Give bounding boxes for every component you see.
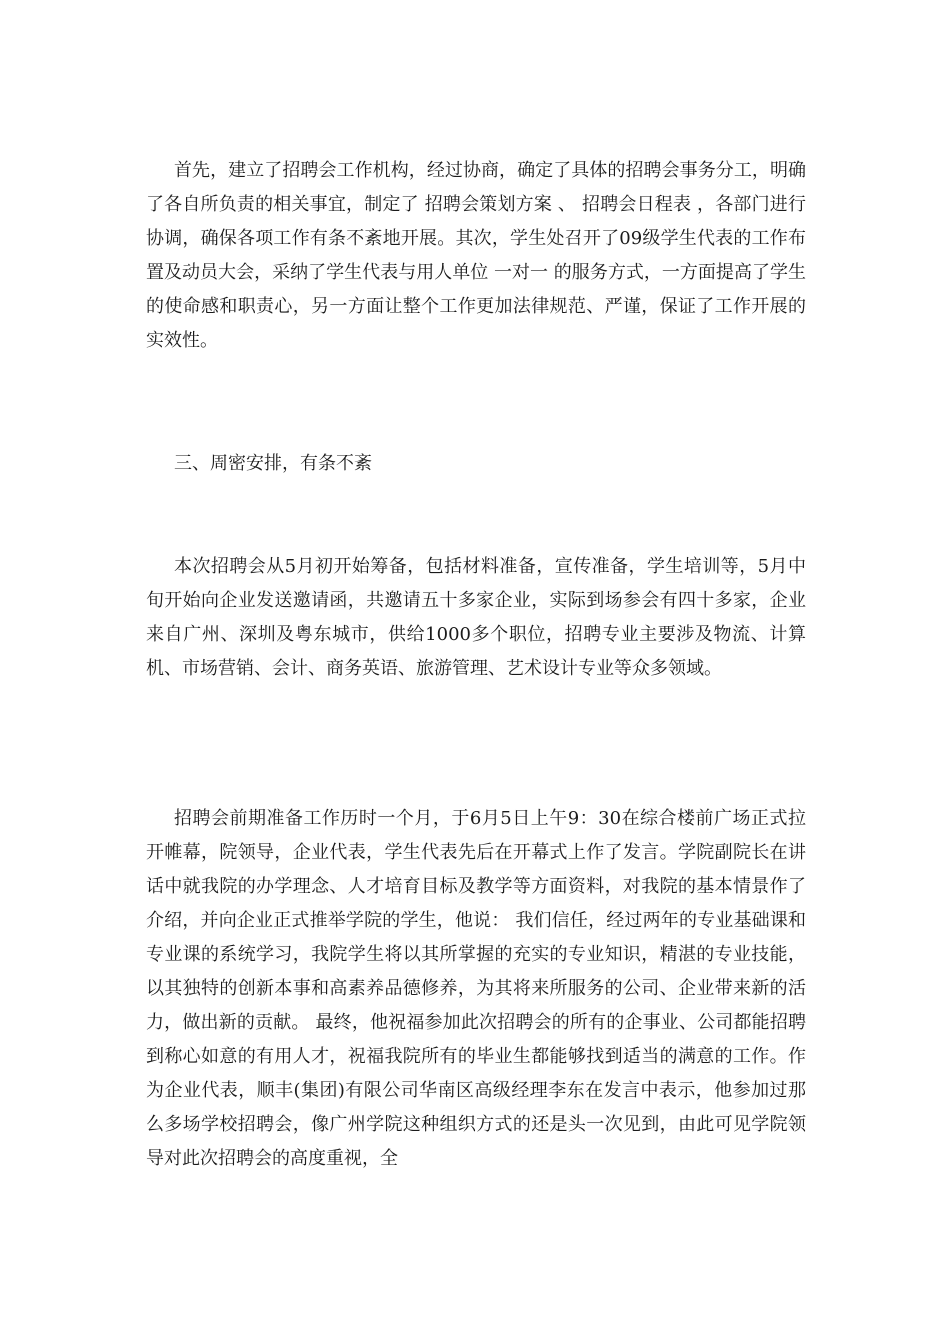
paragraph-organization: 首先，建立了招聘会工作机构，经过协商，确定了具体的招聘会事务分工，明确了各自所负责的相关事宜，制定了 招聘会策划方案 、 招聘会日程表 ，各部门进行协调，确保各项工作有条不紊地开展。其次，学生处召开了09级学生代表的工作布置及动员大会，采纳了学生代表与用人单位 一对一 的服务方式，一方面提高了学生的使命感和职责心，另一方面让整个工作更加法律规范、严谨，保证了工作开展的实效性。 — [146, 160, 806, 351]
section-heading: 三、周密安排，有条不紊 — [174, 453, 372, 474]
paragraph-opening-ceremony: 招聘会前期准备工作历时一个月，于6月5日上午9：30在综合楼前广场正式拉开帷幕，院领导，企业代表，学生代表先后在开幕式上作了发言。学院副院长在讲话中就我院的办学理念、人才培育目标及教学等方面资料，对我院的基本情景作了介绍，并向企业正式推举学院的学生，他说： 我们信任，经过两年的专业基础课和专业课的系统学习，我院学生将以其所掌握的充实的专业知识，精湛的专业技能，以其独特的创新本事和高素养品德修养，为其将来所服务的公司、企业带来新的活力，做出新的贡献。 最终，他祝福参加此次招聘会的所有的企事业、公司都能招聘到称心如意的有用人才，祝福我院所有的毕业生都能够找到适当的满意的工作。作为企业代表，顺丰(集团)有限公司华南区高级经理李东在发言中表示，他参加过那么多场学校招聘会，像广州学院这种组织方式的还是头一次见到，由此可见学院领导对此次招聘会的高度重视，全 — [146, 808, 806, 1169]
paragraph-preparation: 本次招聘会从5月初开始筹备，包括材料准备，宣传准备，学生培训等，5月中旬开始向企业发送邀请函，共邀请五十多家企业，实际到场参会有四十多家，企业来自广州、深圳及粤东城市，供给1000多个职位，招聘专业主要涉及物流、计算机、市场营销、会计、商务英语、旅游管理、艺术设计专业等众多领域。 — [146, 556, 806, 679]
